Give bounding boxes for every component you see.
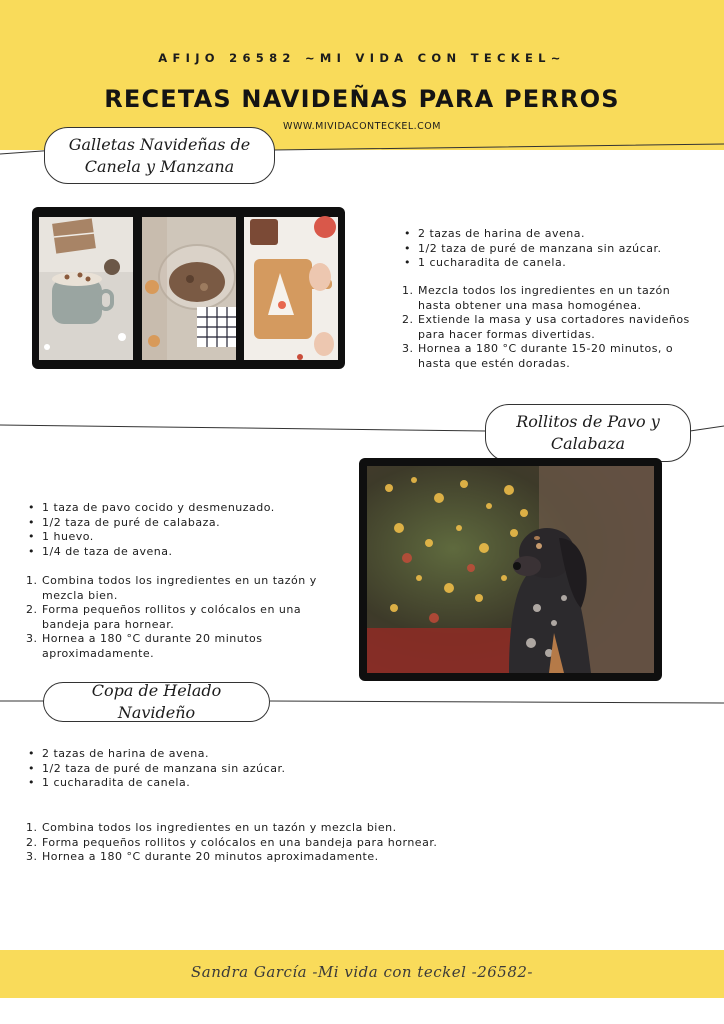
collage-image <box>32 207 345 369</box>
recipe-title-line: Rollitos de Pavo y <box>516 412 660 431</box>
step-item: Mezcla todos los ingredientes en un tazón hasta obtener una masa homogénea. <box>418 284 671 312</box>
step-item: Forma pequeños rollitos y colócalos en una bandeja para hornear. <box>42 835 438 849</box>
ingredient-item: • 1/2 taza de puré de manzana sin azúcar. <box>402 242 702 257</box>
step-item: Combina todos los ingredientes en un tazón y mezcla bien. <box>42 821 397 834</box>
recipe-title-line: Canela y Manzana <box>84 156 235 176</box>
ingredient-item: • 2 tazas de harina de avena. <box>26 747 426 762</box>
footer-signature: Sandra García -Mi vida con teckel -26582- <box>191 963 533 981</box>
step-item: Hornea a 180 °C durante 20 minutos aproximadamente. <box>42 850 379 864</box>
ingredients-list-galletas <box>402 227 702 271</box>
recipe-title-rollitos <box>485 404 691 462</box>
ingredient-item: • 1 huevo. <box>26 530 336 545</box>
ingredient-item: • 1 taza de pavo cocido y desmenuzado. <box>26 501 336 516</box>
ingredient-item: • 1/2 taza de puré de manzana sin azúcar. <box>26 762 426 777</box>
recipe-title-copa <box>43 682 270 722</box>
ingredients-list-rollitos <box>26 501 336 559</box>
step-item: Extiende la masa y usa cortadores navideños para hacer formas divertidas. <box>418 313 690 341</box>
ingredient-item: • 1 cucharadita de canela. <box>402 256 702 271</box>
afijo-label: AFIJO 26582 ~MI VIDA CON TECKEL~ <box>158 51 566 65</box>
step-item: Hornea a 180 °C durante 20 minutos aproximadamente. <box>42 632 263 660</box>
galletas-photo-collage <box>32 207 345 369</box>
step-item: Combina todos los ingredientes en un tazón y mezcla bien. <box>42 574 317 602</box>
steps-list-copa <box>26 821 546 865</box>
step-item: Forma pequeños rollitos y colócalos en una bandeja para hornear. <box>42 603 302 631</box>
rollitos-photo <box>359 458 662 681</box>
ingredient-item: • 2 tazas de harina de avena. <box>402 227 702 242</box>
recipe-title-galletas <box>44 127 275 184</box>
ingredient-item: • 1/2 taza de puré de calabaza. <box>26 516 336 531</box>
page-title: RECETAS NAVIDEÑAS PARA PERROS <box>104 85 620 113</box>
ingredients-list-copa <box>26 747 426 791</box>
website-link[interactable]: WWW.MIVIDACONTECKEL.COM <box>283 121 441 132</box>
steps-list-rollitos <box>26 574 326 662</box>
recipe-title-line: Copa de Helado Navideño <box>91 681 222 722</box>
recipe-title-line: Calabaza <box>550 434 626 453</box>
dog-christmas-image <box>359 458 662 681</box>
ingredient-item: • 1 cucharadita de canela. <box>26 776 426 791</box>
ingredient-item: • 1/4 de taza de avena. <box>26 545 336 560</box>
step-item: Hornea a 180 °C durante 15-20 minutos, o hasta que estén doradas. <box>418 342 674 370</box>
steps-list-galletas <box>402 284 702 372</box>
recipe-title-line: Galletas Navideñas de <box>68 134 251 154</box>
